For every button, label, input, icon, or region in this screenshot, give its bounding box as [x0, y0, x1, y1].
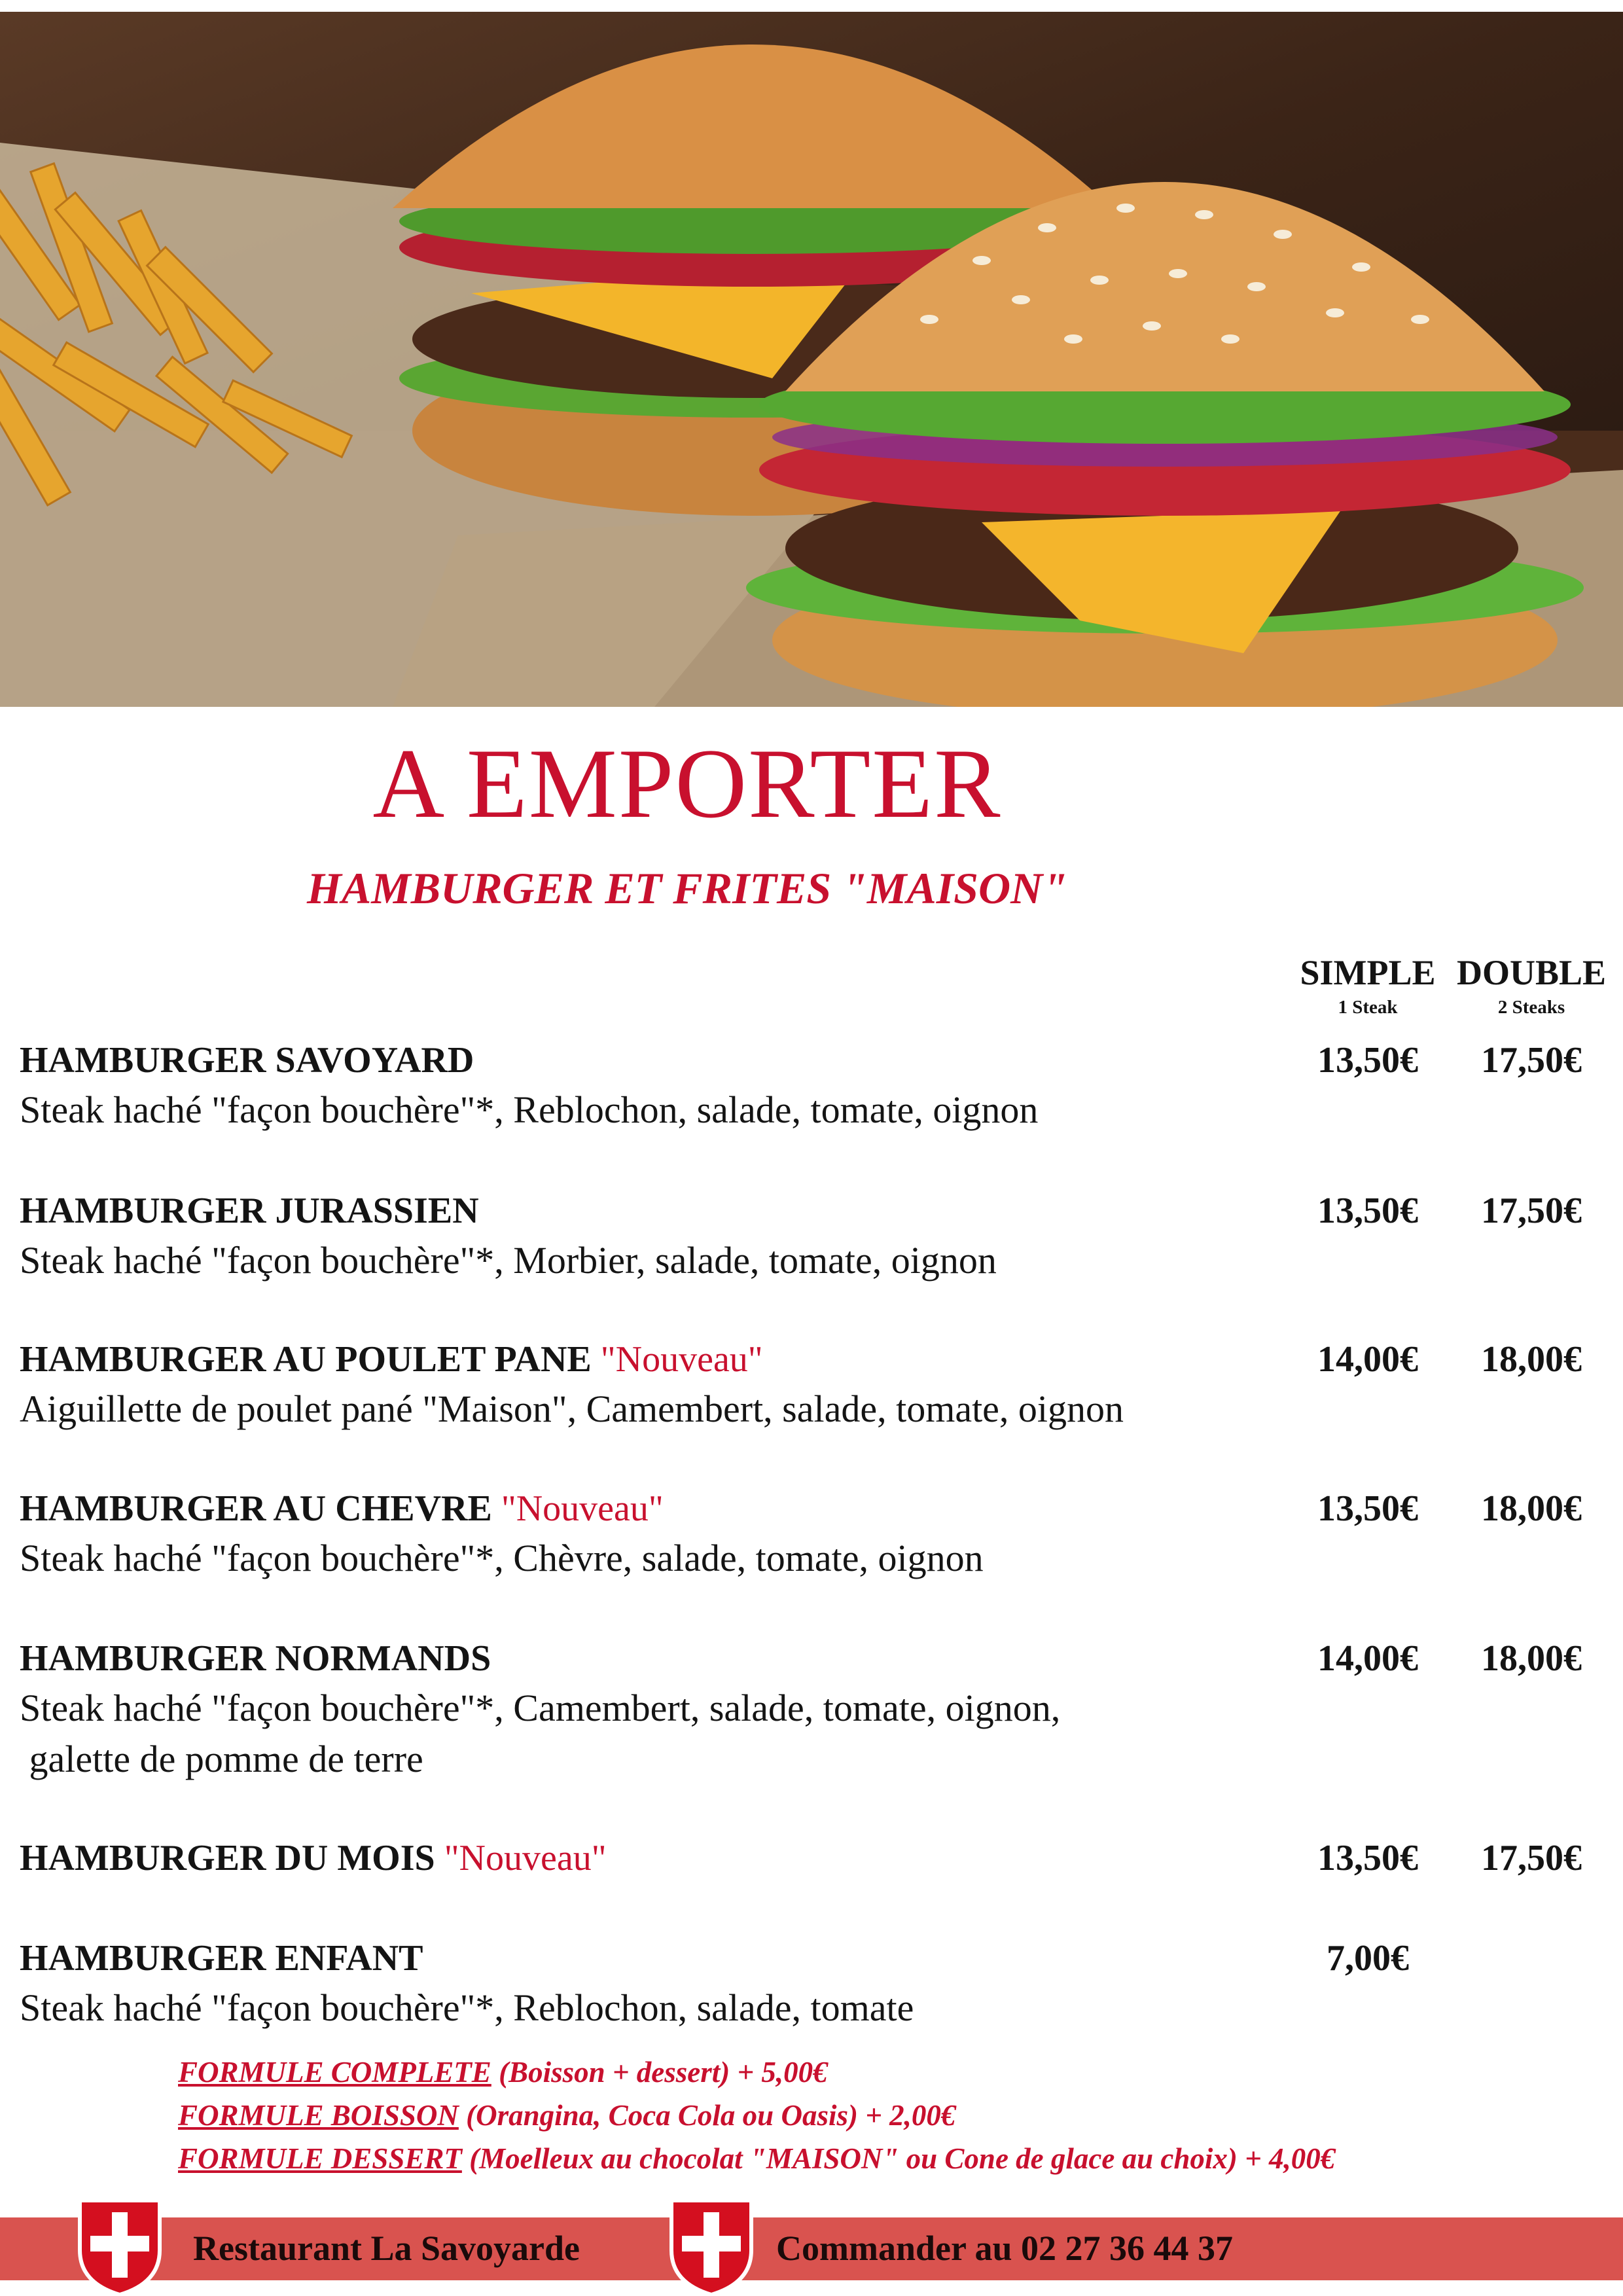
item-description: Steak haché "façon bouchère"*, Morbier, salade, tomate, oignon: [20, 1239, 997, 1282]
price-simple: 13,50€: [1317, 1040, 1418, 1081]
item-description: Aiguillette de poulet pané "Maison", Camembert, salade, tomate, oignon: [20, 1388, 1124, 1430]
formula-dessert: FORMULE DESSERT (Moelleux au chocolat "MAISON" ou Cone de glace au choix) + 4,00€: [178, 2142, 1336, 2175]
column-simple-sub: 1 Steak: [1338, 997, 1398, 1018]
menu-item-savoyard: [20, 1036, 1603, 1136]
menu-item-enfant: [20, 1934, 1603, 2034]
price-simple: 7,00€: [1327, 1938, 1409, 1979]
column-header-simple: [1289, 952, 1446, 1018]
item-description: Steak haché "façon bouchère"*, Chèvre, salade, tomate, oignon: [20, 1537, 984, 1579]
menu-item-poulet-pane: [20, 1335, 1603, 1435]
item-name: HAMBURGER AU POULET PANE "Nouveau": [20, 1339, 763, 1380]
price-double: 18,00€: [1481, 1488, 1582, 1529]
item-description: Steak haché "façon bouchère"*, Camembert, salade, tomate, oignon,: [20, 1687, 1061, 1729]
price-double: 18,00€: [1481, 1638, 1582, 1679]
price-double: 18,00€: [1481, 1339, 1582, 1380]
item-name: HAMBURGER JURASSIEN: [20, 1191, 479, 1231]
formula-list: [178, 2051, 1335, 2180]
column-header-double: [1453, 952, 1610, 1018]
column-double-sub: 2 Steaks: [1497, 997, 1565, 1018]
savoie-shield-icon: [669, 2198, 754, 2296]
new-tag: "Nouveau": [444, 1838, 607, 1878]
burger-illustration: [0, 12, 1623, 707]
column-double-label: DOUBLE: [1456, 953, 1607, 992]
price-simple: 13,50€: [1317, 1191, 1418, 1231]
item-name: HAMBURGER DU MOIS "Nouveau": [20, 1838, 607, 1878]
formula-complete: FORMULE COMPLETE (Boisson + dessert) + 5,00€: [178, 2056, 828, 2089]
menu-item-jurassien: [20, 1187, 1603, 1286]
item-name: HAMBURGER NORMANDS: [20, 1638, 491, 1679]
item-description: Steak haché "façon bouchère"*, Reblochon, salade, tomate: [20, 1986, 914, 2029]
price-double: 17,50€: [1481, 1191, 1582, 1231]
menu-item-normands: [20, 1634, 1603, 1785]
menu-item-du-mois: [20, 1834, 1603, 1882]
price-simple: 13,50€: [1317, 1488, 1418, 1529]
footer-phone[interactable]: Commander au 02 27 36 44 37: [776, 2229, 1234, 2268]
new-tag: "Nouveau": [600, 1339, 763, 1380]
price-double: 17,50€: [1481, 1040, 1582, 1081]
menu-item-chevre: [20, 1484, 1603, 1584]
new-tag: "Nouveau": [501, 1488, 664, 1529]
price-simple: 13,50€: [1317, 1838, 1418, 1878]
item-description-line2: galette de pomme de terre: [20, 1738, 423, 1780]
page-title: A EMPORTER: [372, 728, 1002, 838]
hero-photo: [0, 12, 1623, 707]
item-name: HAMBURGER SAVOYARD: [20, 1040, 474, 1081]
price-simple: 14,00€: [1317, 1638, 1418, 1679]
price-simple: 14,00€: [1317, 1339, 1418, 1380]
price-double: 17,50€: [1481, 1838, 1582, 1878]
menu-subtitle: HAMBURGER ET FRITES "MAISON": [307, 863, 1067, 913]
savoie-shield-icon: [77, 2198, 162, 2296]
item-description: Steak haché "façon bouchère"*, Reblochon, salade, tomate, oignon: [20, 1088, 1039, 1131]
formula-boisson: FORMULE BOISSON (Orangina, Coca Cola ou Oasis) + 2,00€: [178, 2099, 956, 2132]
item-name: HAMBURGER AU CHEVRE "Nouveau": [20, 1488, 664, 1529]
footer-restaurant-name: Restaurant La Savoyarde: [193, 2229, 580, 2268]
item-name: HAMBURGER ENFANT: [20, 1938, 423, 1979]
column-simple-label: SIMPLE: [1300, 953, 1436, 992]
